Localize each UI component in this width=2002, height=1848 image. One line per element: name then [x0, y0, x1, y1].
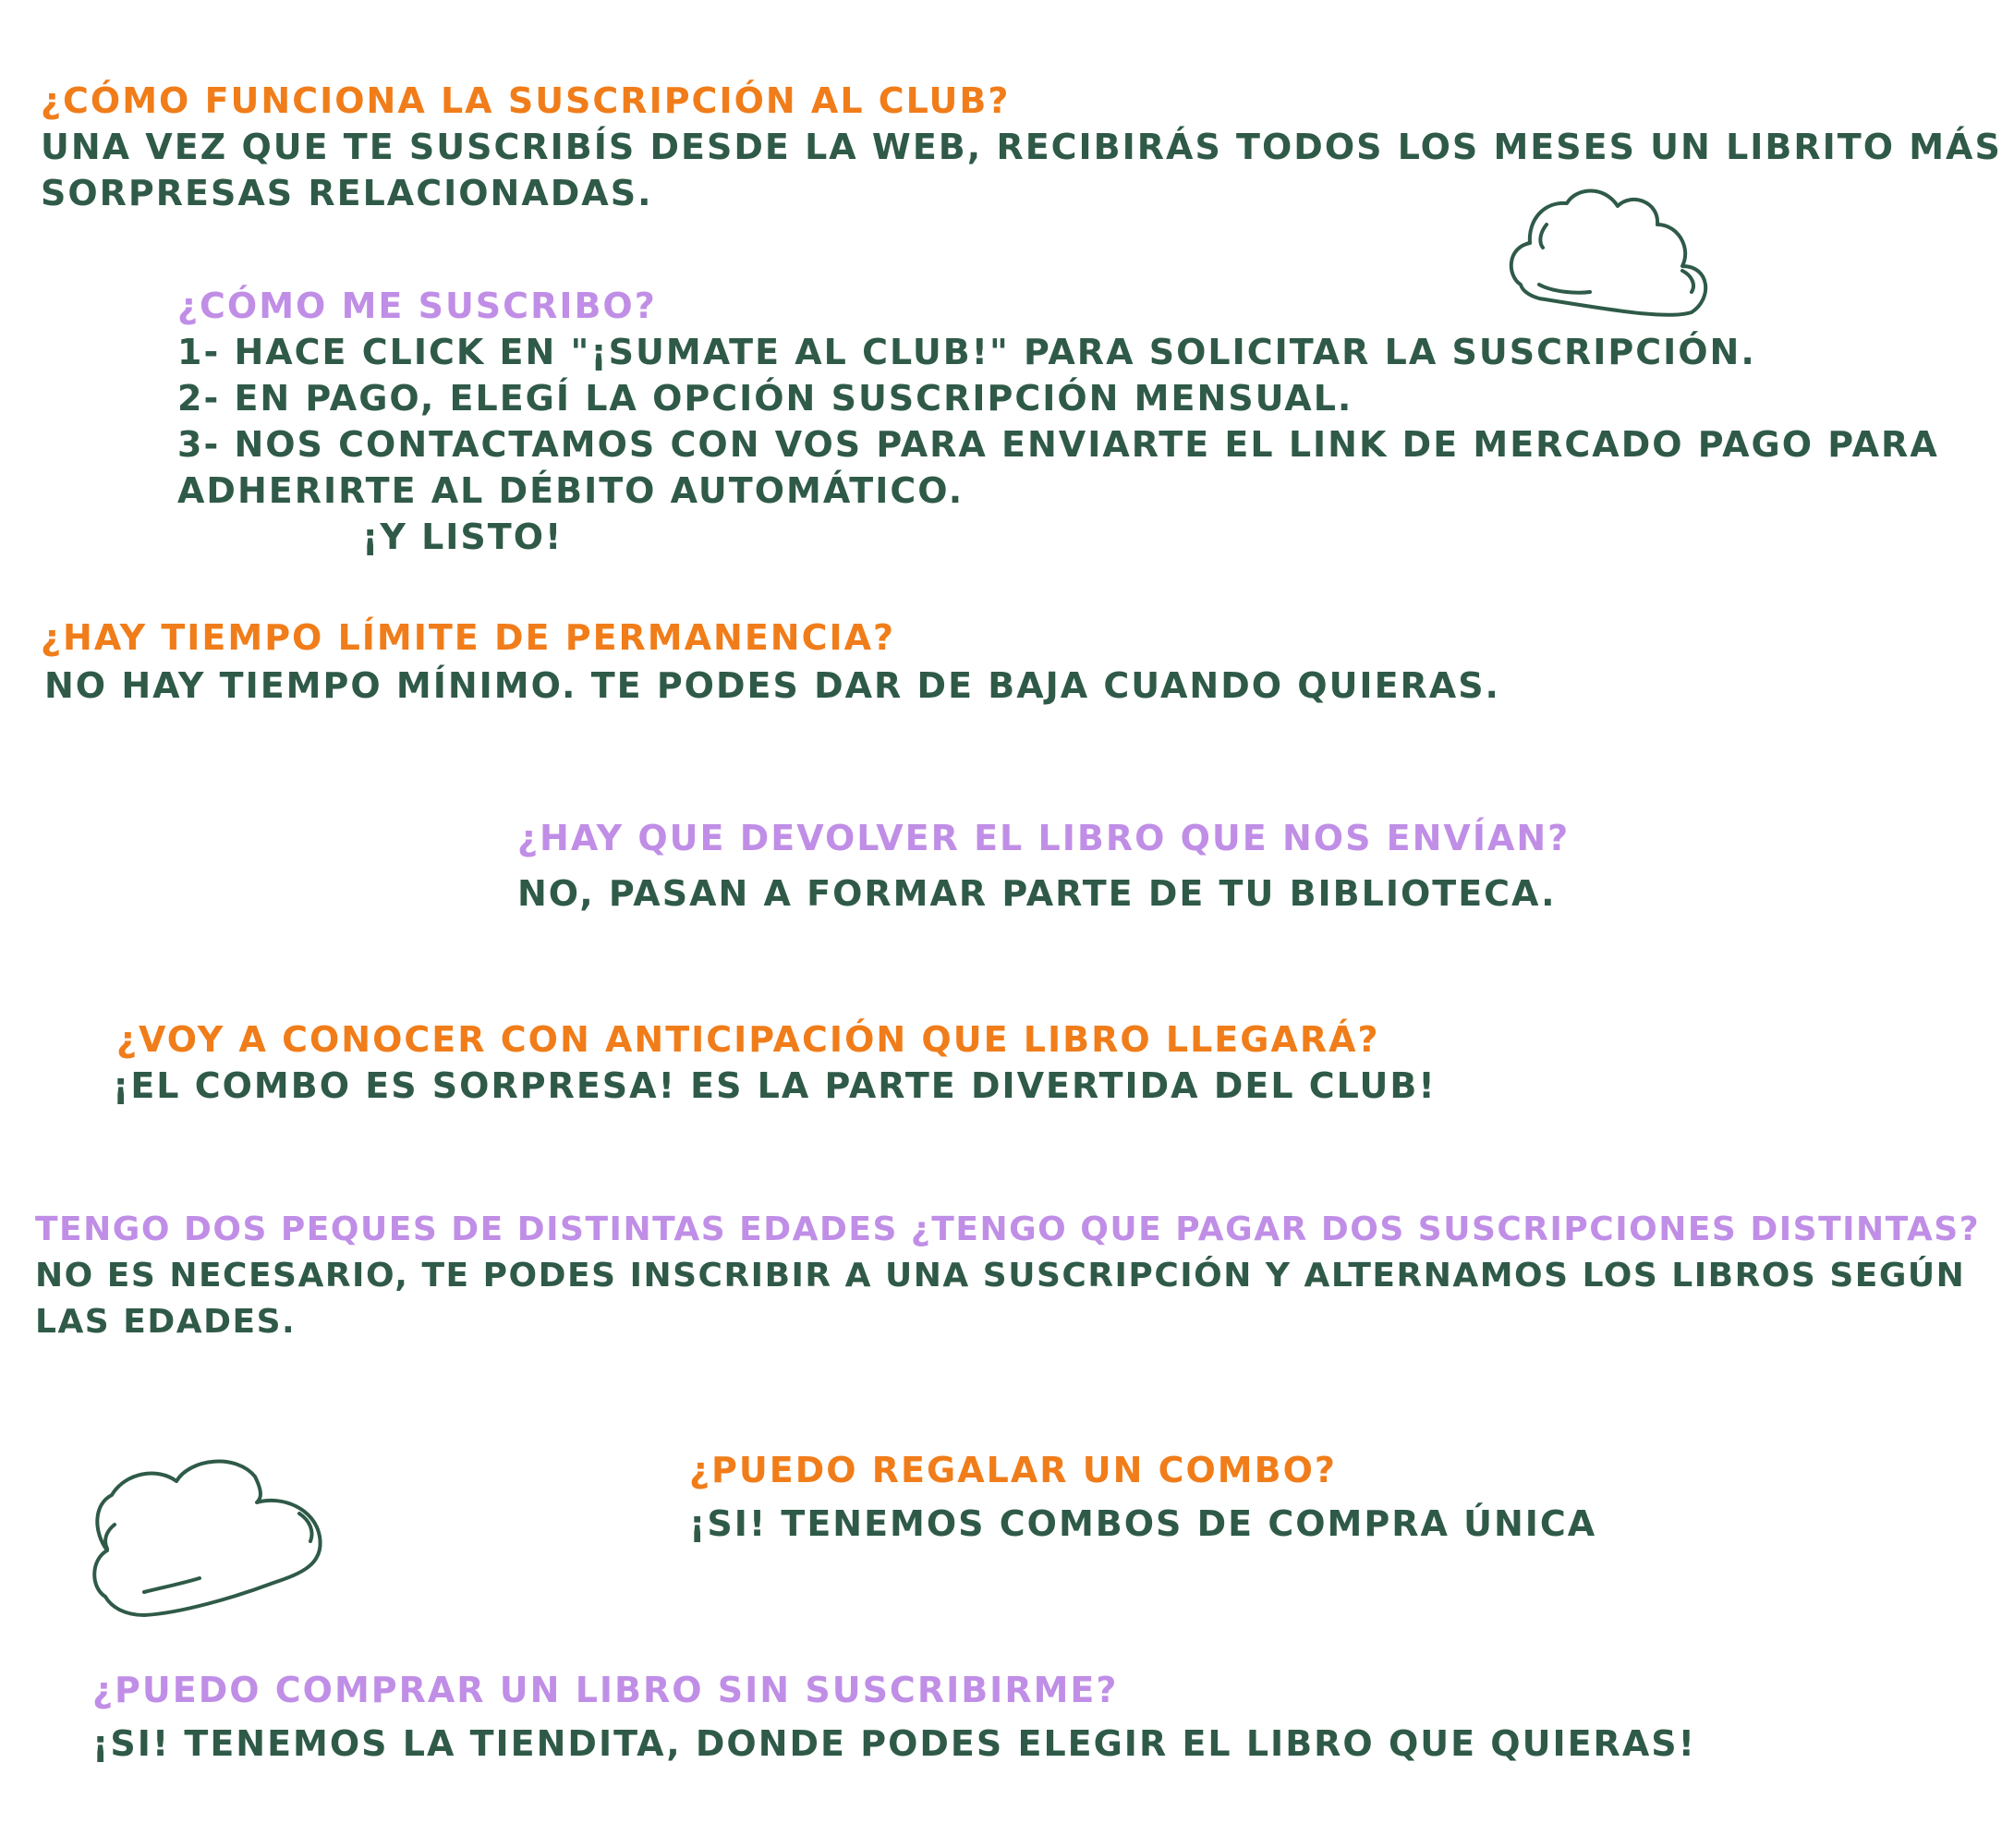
faq-question: TENGO DOS PEQUES DE DISTINTAS EDADES ¿TENGO QUE PAGAR DOS SUSCRIPCIONES DISTINTAS? — [35, 1210, 1981, 1248]
cloud-icon — [1502, 183, 1715, 331]
faq-answer-line: ¡SI! TENEMOS COMBOS DE COMPRA ÚNICA — [689, 1503, 1597, 1544]
faq-answer-line: 2- EN PAGO, ELEGÍ LA OPCIÓN SUSCRIPCIÓN MENSUAL. — [177, 378, 1353, 419]
faq-answer-line: ADHERIRTE AL DÉBITO AUTOMÁTICO. — [177, 470, 965, 511]
faq-question: ¿HAY TIEMPO LÍMITE DE PERMANENCIA? — [41, 617, 896, 658]
faq-answer-line: NO HAY TIEMPO MÍNIMO. TE PODES DAR DE BAJA CUANDO QUIERAS. — [44, 665, 1500, 706]
faq-answer-line: ¡EL COMBO ES SORPRESA! ES LA PARTE DIVERTIDA DEL CLUB! — [113, 1065, 1437, 1106]
faq-answer-line: ¡Y LISTO! — [362, 517, 564, 557]
faq-answer-line: NO ES NECESARIO, TE PODES INSCRIBIR A UNA SUSCRIPCIÓN Y ALTERNAMOS LOS LIBROS SEGÚN — [35, 1257, 1966, 1295]
faq-answer-line: NO, PASAN A FORMAR PARTE DE TU BIBLIOTECA. — [517, 873, 1557, 914]
cloud-icon — [89, 1449, 329, 1624]
faq-question: ¿PUEDO COMPRAR UN LIBRO SIN SUSCRIBIRME? — [92, 1670, 1119, 1710]
faq-question: ¿PUEDO REGALAR UN COMBO? — [689, 1450, 1337, 1490]
faq-answer-line: 3- NOS CONTACTAMOS CON VOS PARA ENVIARTE EL LINK DE MERCADO PAGO PARA — [177, 424, 1939, 465]
faq-question: ¿HAY QUE DEVOLVER EL LIBRO QUE NOS ENVÍAN? — [517, 818, 1571, 858]
faq-answer-line: ¡SI! TENEMOS LA TIENDITA, DONDE PODES ELEGIR EL LIBRO QUE QUIERAS! — [92, 1723, 1696, 1764]
faq-answer-line: 1- HACE CLICK EN "¡SUMATE AL CLUB!" PARA SOLICITAR LA SUSCRIPCIÓN. — [177, 332, 1756, 372]
faq-answer-line: UNA VEZ QUE TE SUSCRIBÍS DESDE LA WEB, RECIBIRÁS TODOS LOS MESES UN LIBRITO MÁS — [41, 127, 2002, 167]
faq-answer-line: LAS EDADES. — [35, 1303, 297, 1341]
faq-answer-line: SORPRESAS RELACIONADAS. — [41, 173, 653, 213]
faq-question: ¿VOY A CONOCER CON ANTICIPACIÓN QUE LIBRO LLEGARÁ? — [116, 1019, 1380, 1060]
faq-question: ¿CÓMO ME SUSCRIBO? — [177, 286, 657, 326]
faq-question: ¿CÓMO FUNCIONA LA SUSCRIPCIÓN AL CLUB? — [41, 80, 1011, 121]
